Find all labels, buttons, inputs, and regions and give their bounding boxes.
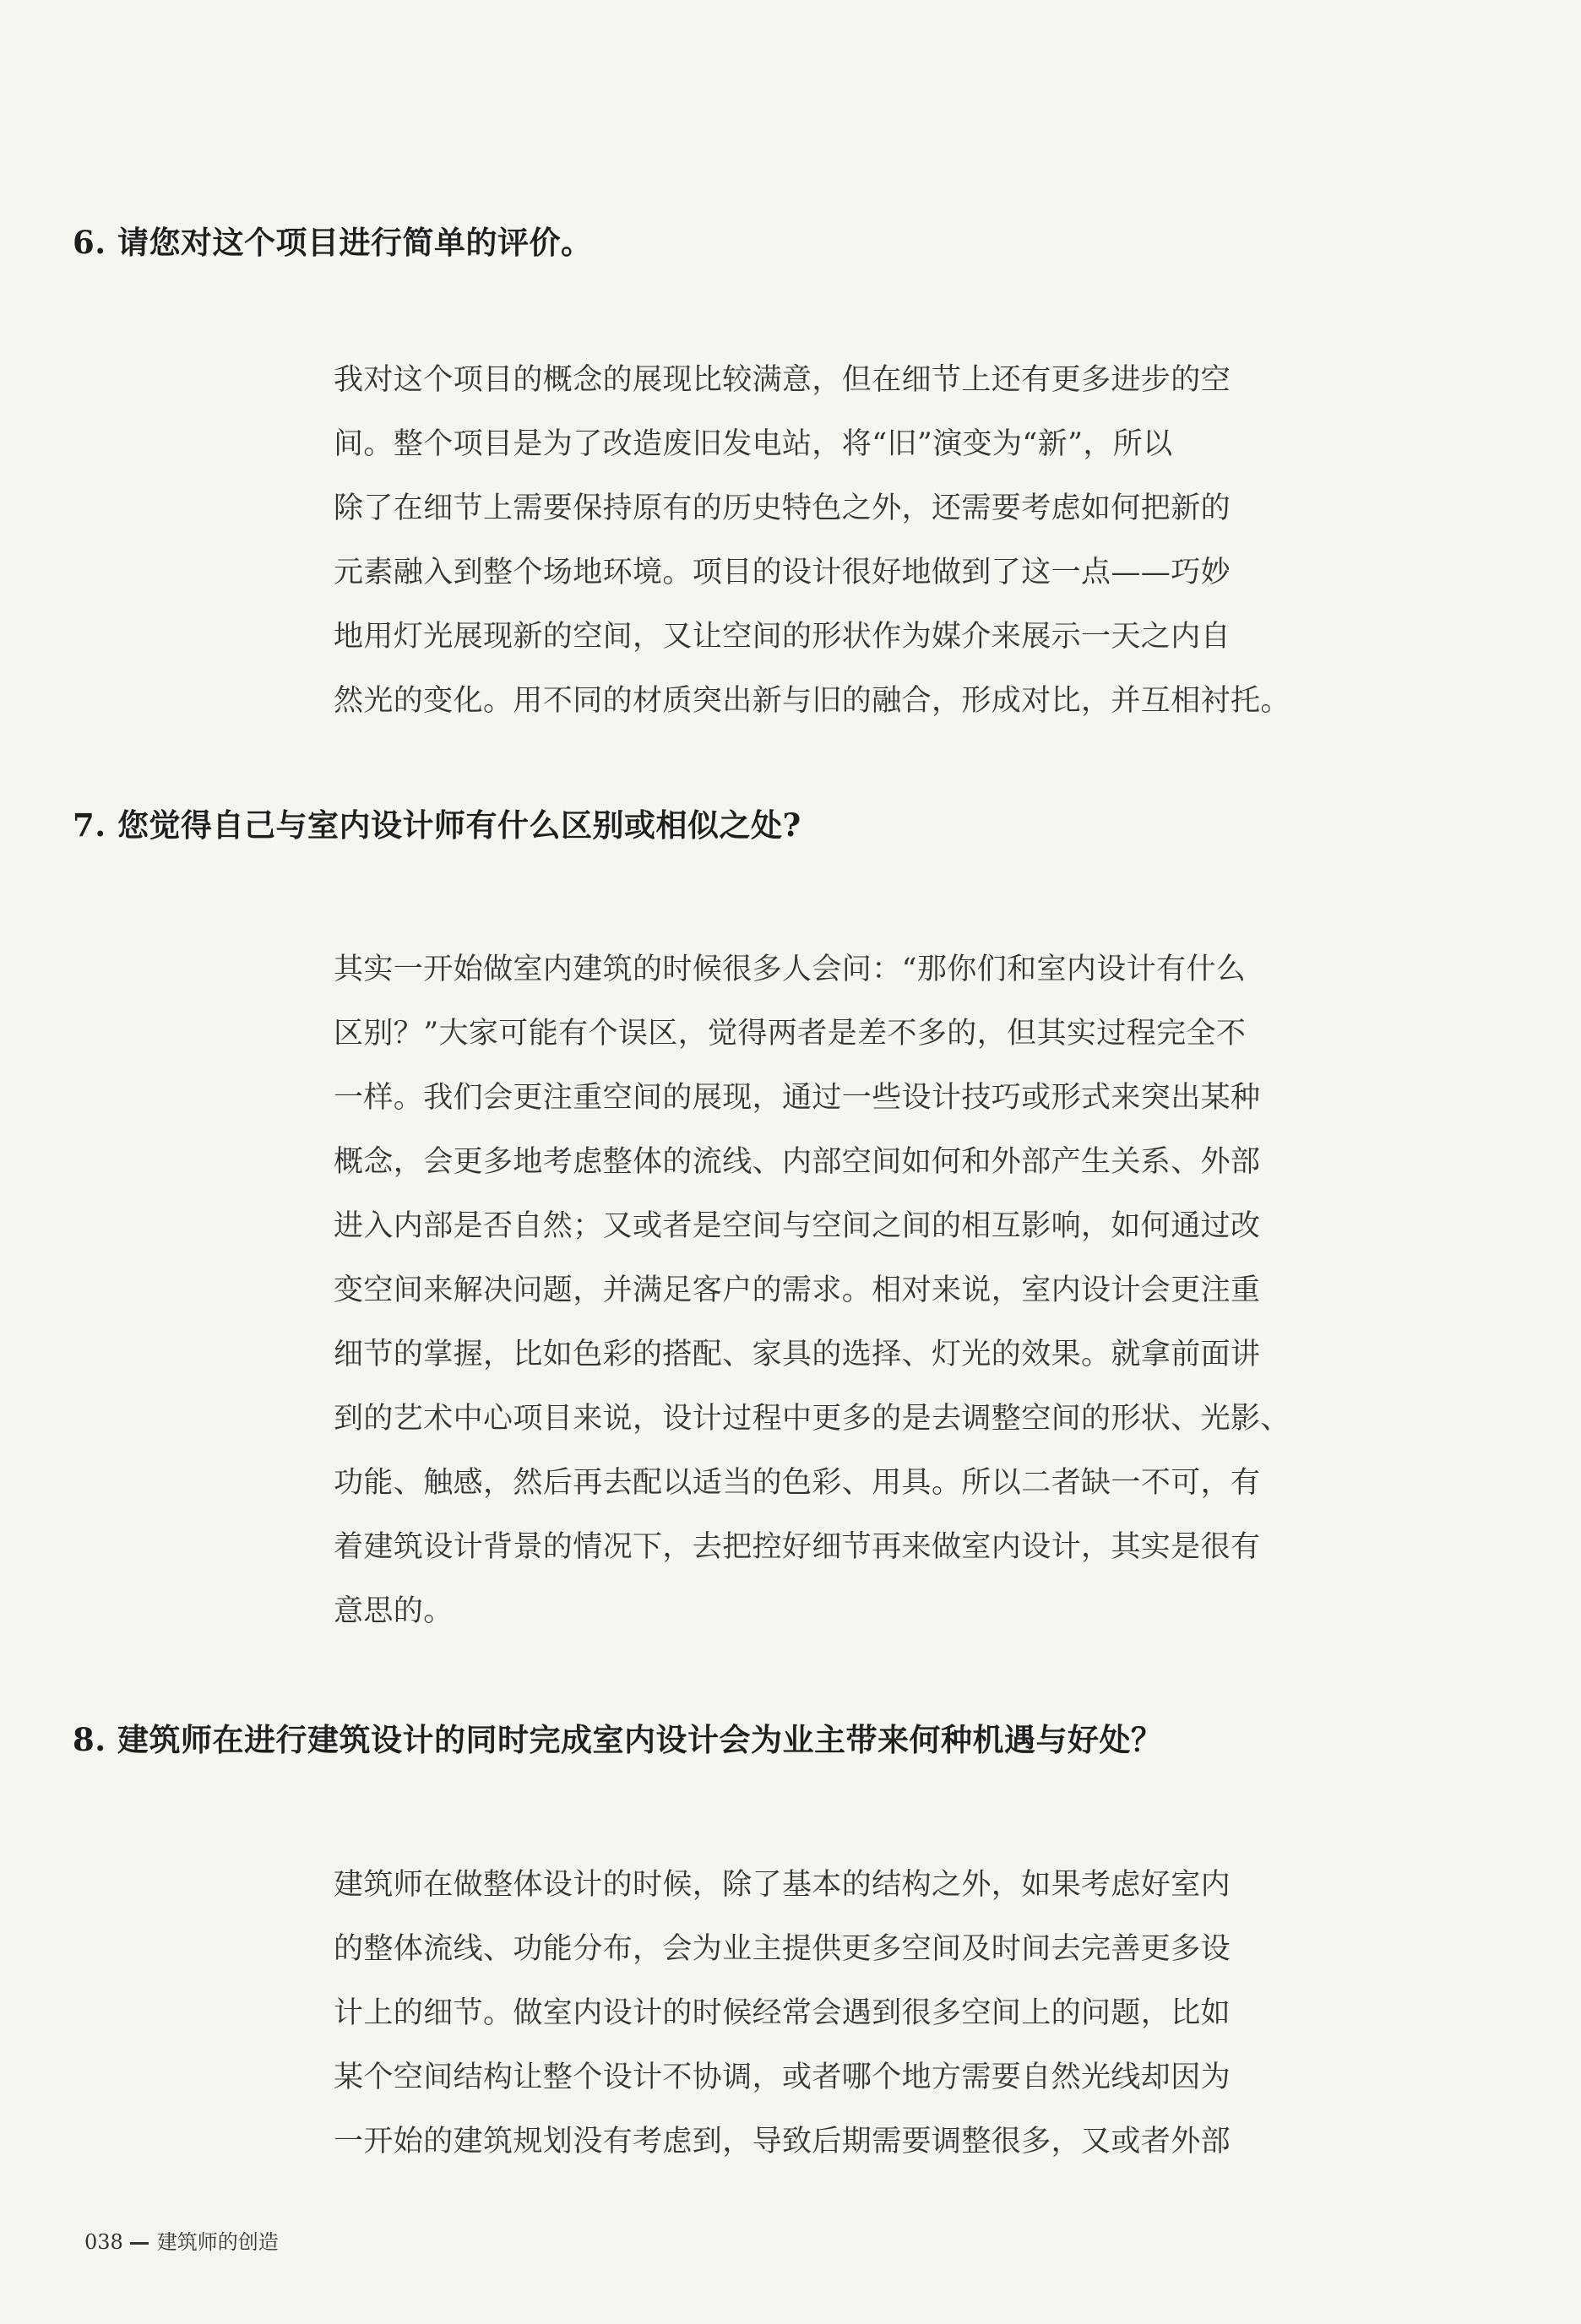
answer-line: 地用灯光展现新的空间，又让空间的形状作为媒介来展示一天之内自: [334, 620, 1231, 654]
book-title: 建筑师的创造: [156, 2230, 279, 2254]
answer-line: 功能、触感，然后再去配以适当的色彩、用具。所以二者缺一不可，有: [334, 1466, 1261, 1500]
answer-line: 除了在细节上需要保持原有的历史特色之外，还需要考虑如何把新的: [334, 491, 1231, 525]
answer-line: 然光的变化。用不同的材质突出新与旧的融合，形成对比，并互相衬托。: [334, 684, 1290, 718]
answer-line: 进入内部是否自然；又或者是空间与空间之间的相互影响，如何通过改: [334, 1209, 1261, 1243]
answer-line: 区别？”大家可能有个误区，觉得两者是差不多的，但其实过程完全不: [334, 1017, 1247, 1051]
answer-line: 到的艺术中心项目来说，设计过程中更多的是去调整空间的形状、光影、: [334, 1402, 1290, 1436]
answer-line: 变空间来解决问题，并满足客户的需求。相对来说，室内设计会更注重: [334, 1273, 1261, 1307]
answer-line: 我对这个项目的概念的展现比较满意，但在细节上还有更多进步的空: [334, 363, 1231, 397]
page-number: 038: [84, 2230, 123, 2254]
answer-line: 建筑师在做整体设计的时候，除了基本的结构之外，如果考虑好室内: [334, 1868, 1231, 1902]
answer-line: 元素融入到整个场地环境。项目的设计很好地做到了这一点——巧妙: [334, 556, 1231, 589]
answer-line: 概念，会更多地考虑整体的流线、内部空间如何和外部产生关系、外部: [334, 1145, 1261, 1179]
answer-line: 着建筑设计背景的情况下，去把控好细节再来做室内设计，其实是很有: [334, 1530, 1261, 1564]
answer-line: 一开始的建筑规划没有考虑到，导致后期需要调整很多，又或者外部: [334, 2125, 1231, 2158]
answer-line: 间。整个项目是为了改造废旧发电站，将“旧”演变为“新”，所以: [334, 427, 1173, 461]
answer-line: 计上的细节。做室内设计的时候经常会遇到很多空间上的问题，比如: [334, 1996, 1231, 2030]
answer-line: 一样。我们会更注重空间的展现，通过一些设计技巧或形式来突出某种: [334, 1081, 1261, 1115]
question-8-heading: 8. 建筑师在进行建筑设计的同时完成室内设计会为业主带来何种机遇与好处？: [73, 1721, 1163, 1758]
page-footer: [84, 2229, 279, 2255]
footer-separator: [130, 2242, 149, 2245]
answer-8-body: [334, 1853, 1322, 2174]
answer-line: 意思的。: [334, 1594, 454, 1628]
question-6-heading: 6. 请您对这个项目进行简单的评价。: [73, 224, 593, 261]
answer-line: 细节的掌握，比如色彩的搭配、家具的选择、灯光的效果。就拿前面讲: [334, 1338, 1261, 1371]
answer-line: 某个空间结构让整个设计不协调，或者哪个地方需要自然光线却因为: [334, 2061, 1231, 2094]
answer-line: 其实一开始做室内建筑的时候很多人会问：“那你们和室内设计有什么: [334, 953, 1247, 986]
answer-7-body: [334, 937, 1322, 1643]
question-7-heading: 7. 您觉得自己与室内设计师有什么区别或相似之处?: [73, 806, 801, 844]
answer-line: 的整体流线、功能分布，会为业主提供更多空间及时间去完善更多设: [334, 1932, 1231, 1966]
answer-6-body: [334, 348, 1322, 733]
